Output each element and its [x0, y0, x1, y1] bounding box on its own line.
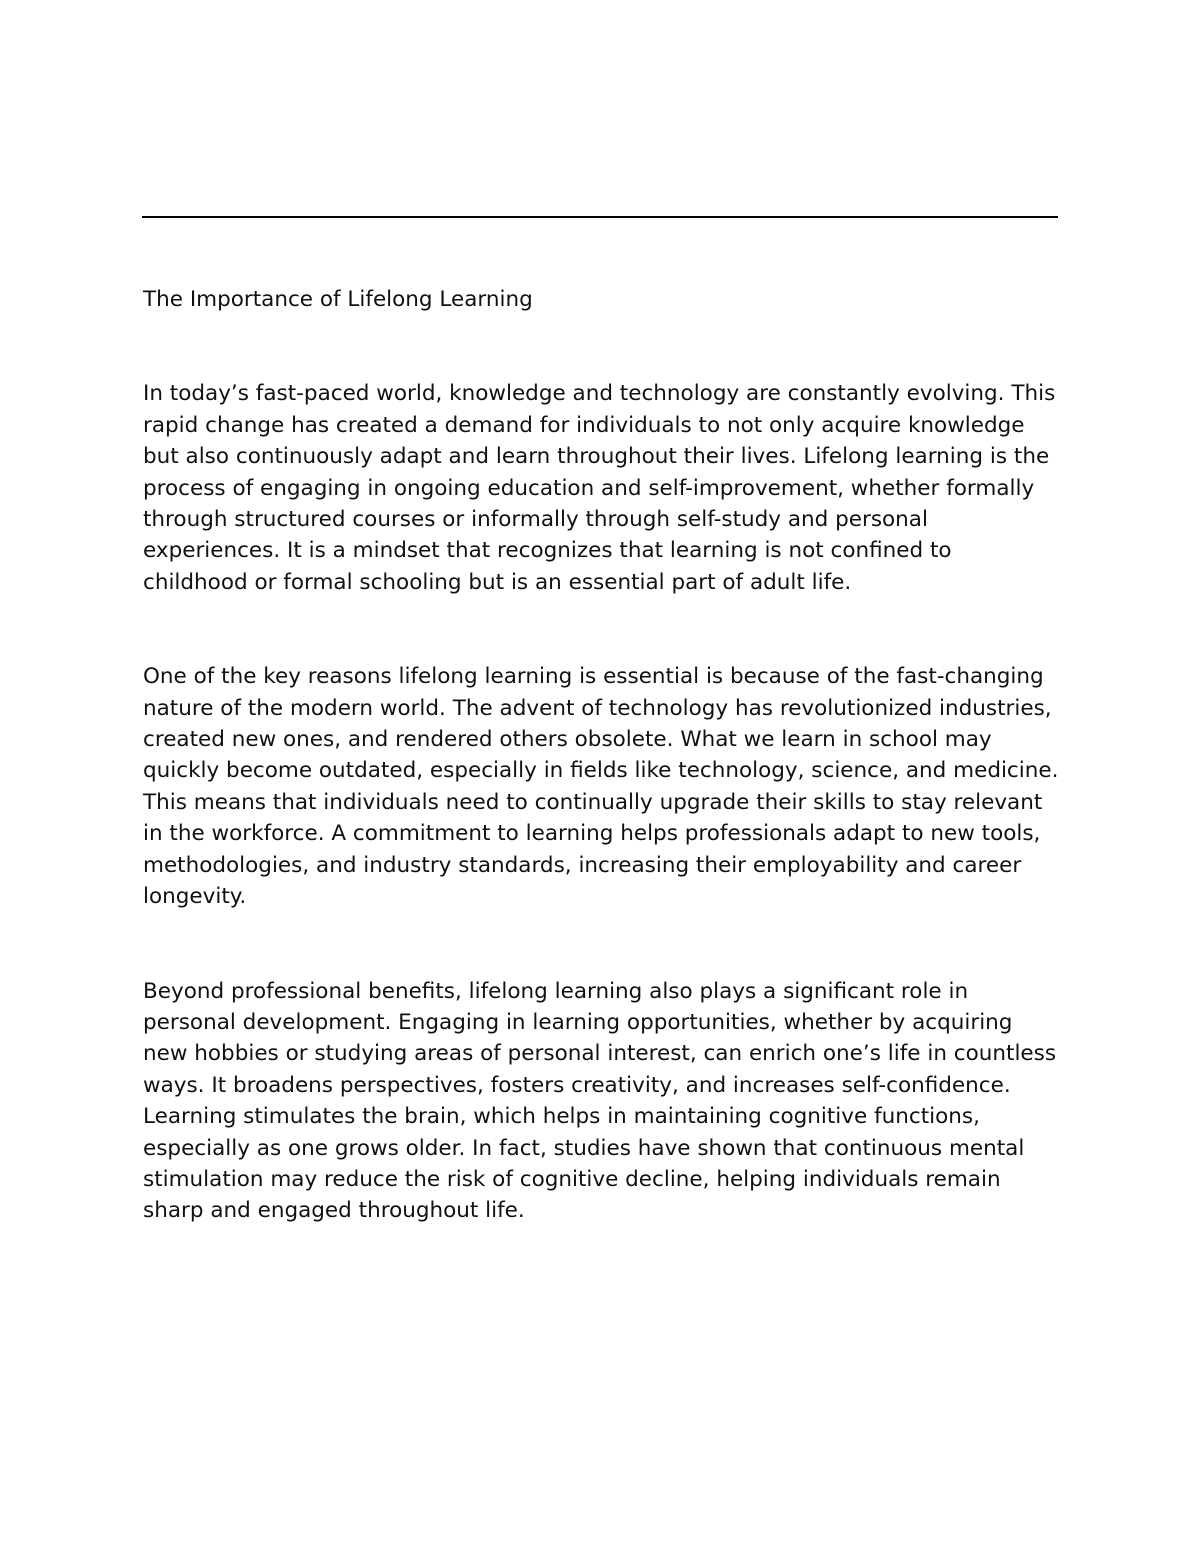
document-title: The Importance of Lifelong Learning [143, 287, 533, 312]
paragraph-personal: Beyond professional benefits, lifelong learning also plays a significant role in personal development. Engaging in learning opportunities, whether by acquiring new hobbies or studying areas of personal interest, can enrich one’s life in countless ways. It broadens perspectives, fosters creativity, and increases self-confidence. Learning stimulates the brain, which helps in maintaining cognitive functions, especially as one grows older. In fact, studies have shown that continuous mental stimulation may reduce the risk of cognitive decline, helping individuals remain sharp and engaged throughout life. [143, 978, 1057, 1224]
paragraph-professional: One of the key reasons lifelong learning is essential is because of the fast-changing nature of the modern world. The advent of technology has revolutionized industries, created new ones, and rendered others obsolete. What we learn in school may quickly become outdated, especially in fields like technology, science, and medicine. This means that individuals need to continually upgrade their skills to stay relevant in the workforce. A commitment to learning helps professionals adapt to new tools, methodologies, and industry standards, increasing their employability and career longevity. [143, 664, 1059, 910]
document-body [143, 284, 1063, 1227]
header-rule [142, 216, 1058, 218]
paragraph-intro: In today’s fast-paced world, knowledge and technology are constantly evolving. This rapid change has created a demand for individuals to not only acquire knowledge but also continuously adapt and learn throughout their lives. Lifelong learning is the process of engaging in ongoing education and self-improvement, whether formally through structured courses or informally through self-study and personal experiences. It is a mindset that recognizes that learning is not confined to childhood or formal schooling but is an essential part of adult life. [143, 381, 1056, 595]
